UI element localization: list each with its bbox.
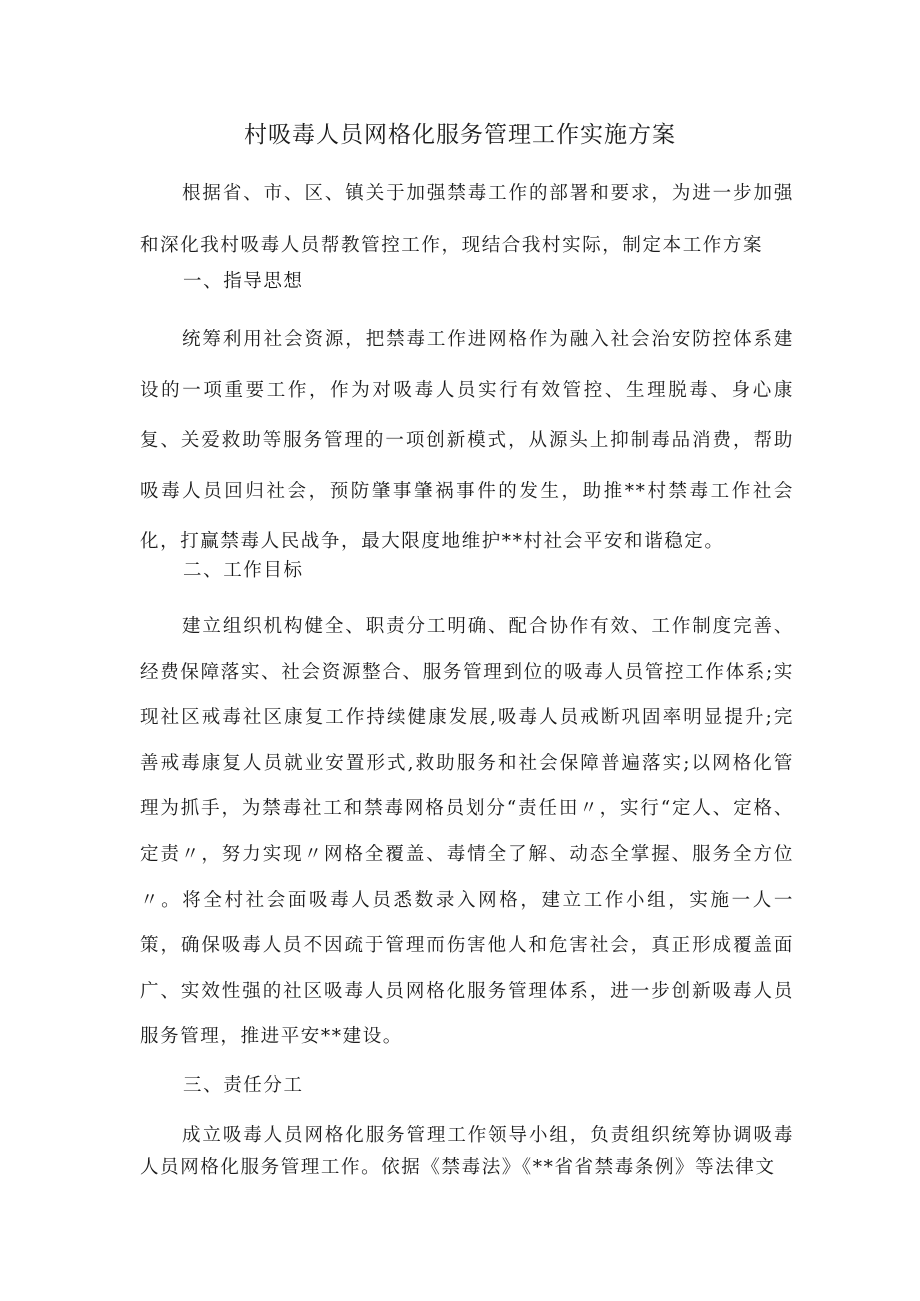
document-title: 村吸毒人员网格化服务管理工作实施方案 [244,122,676,148]
section-heading-guiding-ideology: 一、指导思想 [183,271,304,292]
intro-paragraph: 根据省、市、区、镇关于加强禁毒工作的部署和要求，为进一步加强和深化我村吸毒人员帮教管控工作，现结合我村实际，制定本工作方案 [140,183,794,256]
section-paragraph-work-goals: 建立组织机构健全、职责分工明确、配合协作有效、工作制度完善、经费保障落实、社会资源整合、服务管理到位的吸毒人员管控工作体系;实现社区戒毒社区康复工作持续健康发展,吸毒人员戒断巩固率明显提升;完善戒毒康复人员就业安置形式,救助服务和社会保障普遍落实;以网格化管理为抓手，为禁毒社工和禁毒网格员划分“责任田〃，实行“定人、定格、定责〃，努力实现〃网格全覆盖、毒情全了解、动态全掌握、服务全方位〃。将全村社会面吸毒人员悉数录入网格，建立工作小组，实施一人一策，确保吸毒人员不因疏于管理而伤害他人和危害社会，真正形成覆盖面广、实效性强的社区吸毒人员网格化服务管理体系，进一步创新吸毒人员服务管理，推进平安**建设。 [140,616,794,1048]
section-paragraph-responsibilities: 成立吸毒人员网格化服务管理工作领导小组，负责组织统筹协调吸毒人员网格化服务管理工作。依据《禁毒法》《**省省禁毒条例》等法律文 [140,1125,794,1178]
section-heading-work-goals: 二、工作目标 [183,560,304,581]
section-heading-responsibilities: 三、责任分工 [183,1075,304,1096]
section-paragraph-guiding-ideology: 统筹利用社会资源，把禁毒工作进网格作为融入社会治安防控体系建设的一项重要工作，作为对吸毒人员实行有效管控、生理脱毒、身心康复、关爱救助等服务管理的一项创新模式，从源头上抑制毒品消费，帮助吸毒人员回归社会，预防肇事肇祸事件的发生，助推**村禁毒工作社会化，打赢禁毒人民战争，最大限度地维护**村社会平安和谐稳定。 [140,329,794,553]
